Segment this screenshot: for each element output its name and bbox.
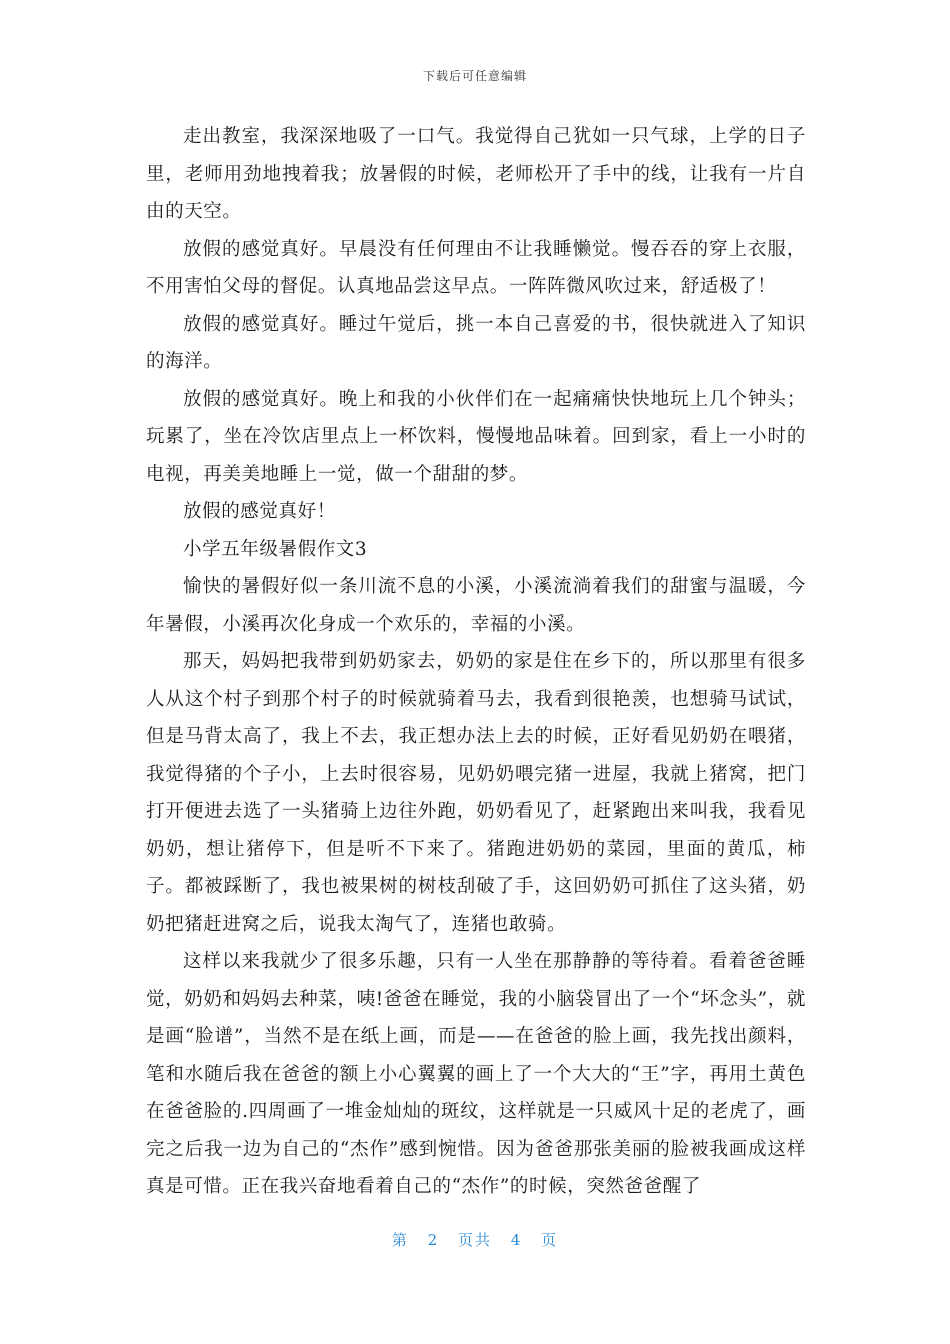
paragraph: 放假的感觉真好。早晨没有任何理由不让我睡懒觉。慢吞吞的穿上衣服，不用害怕父母的督促。认真地品尝这早点。一阵阵微风吹过来，舒适极了！ <box>146 238 806 297</box>
footer-suffix: 页 <box>541 1231 559 1249</box>
paragraph: 放假的感觉真好。睡过午觉后，挑一本自己喜爱的书，很快就进入了知识的海洋。 <box>146 313 806 372</box>
paragraph: 愉快的暑假好似一条川流不息的小溪，小溪流淌着我们的甜蜜与温暖，今年暑假，小溪再次化身成一个欢乐的，幸福的小溪。 <box>146 576 806 635</box>
footer-prefix: 第 <box>391 1231 409 1249</box>
paragraph: 放假的感觉真好。晚上和我的小伙伴们在一起痛痛快快地玩上几个钟头；玩累了，坐在冷饮店里点上一杯饮料，慢慢地品味着。回到家，看上一小时的电视，再美美地睡上一觉，做一个甜甜的梦。 <box>146 388 806 485</box>
paragraph: 这样以来我就少了很多乐趣，只有一人坐在那静静的等待着。看着爸爸睡觉，奶奶和妈妈去种菜，咦!爸爸在睡觉，我的小脑袋冒出了一个“坏念头”，就是画“脸谱”，当然不是在纸上画，而是——在爸爸的脸上画，我先找出颜料，笔和水随后我在爸爸的额上小心翼翼的画上了一个大大的“王”字，再用土黄色在爸爸脸的.四周画了一堆金灿灿的斑纹，这样就是一只威风十足的老虎了，画完之后我一边为自己的“杰作”感到惋惜。因为爸爸那张美丽的脸被我画成这样真是可惜。正在我兴奋地看着自己的“杰作”的时候，突然爸爸醒了 <box>146 951 806 1197</box>
page-footer <box>0 1229 950 1250</box>
footer-current-page: 2 <box>427 1231 440 1249</box>
paragraph: 放假的感觉真好！ <box>183 501 336 522</box>
footer-middle: 页共 <box>457 1231 492 1249</box>
section-title: 小学五年级暑假作文3 <box>183 538 368 560</box>
paragraph: 走出教室，我深深地吸了一口气。我觉得自己犹如一只气球，上学的日子里，老师用劲地拽着我；放暑假的时候，老师松开了手中的线，让我有一片自由的天空。 <box>146 126 806 222</box>
footer-total-pages: 4 <box>510 1231 523 1249</box>
document-body <box>146 118 806 1206</box>
paragraph: 那天，妈妈把我带到奶奶家去，奶奶的家是住在乡下的，所以那里有很多人从这个村子到那个村子的时候就骑着马去，我看到很艳羡，也想骑马试试，但是马背太高了，我上不去，我正想办法上去的时候，正好看见奶奶在喂猪，我觉得猪的个子小，上去时很容易，见奶奶喂完猪一进屋，我就上猪窝，把门打开便进去选了一头猪骑上边往外跑，奶奶看见了，赶紧跑出来叫我，我看见奶奶，想让猪停下，但是听不下来了。猪跑进奶奶的菜园，里面的黄瓜，柿子。都被踩断了，我也被果树的树枝刮破了手，这回奶奶可抓住了这头猪，奶奶把猪赶进窝之后，说我太淘气了，连猪也敢骑。 <box>146 651 806 935</box>
header-note: 下载后可任意编辑 <box>422 69 527 83</box>
